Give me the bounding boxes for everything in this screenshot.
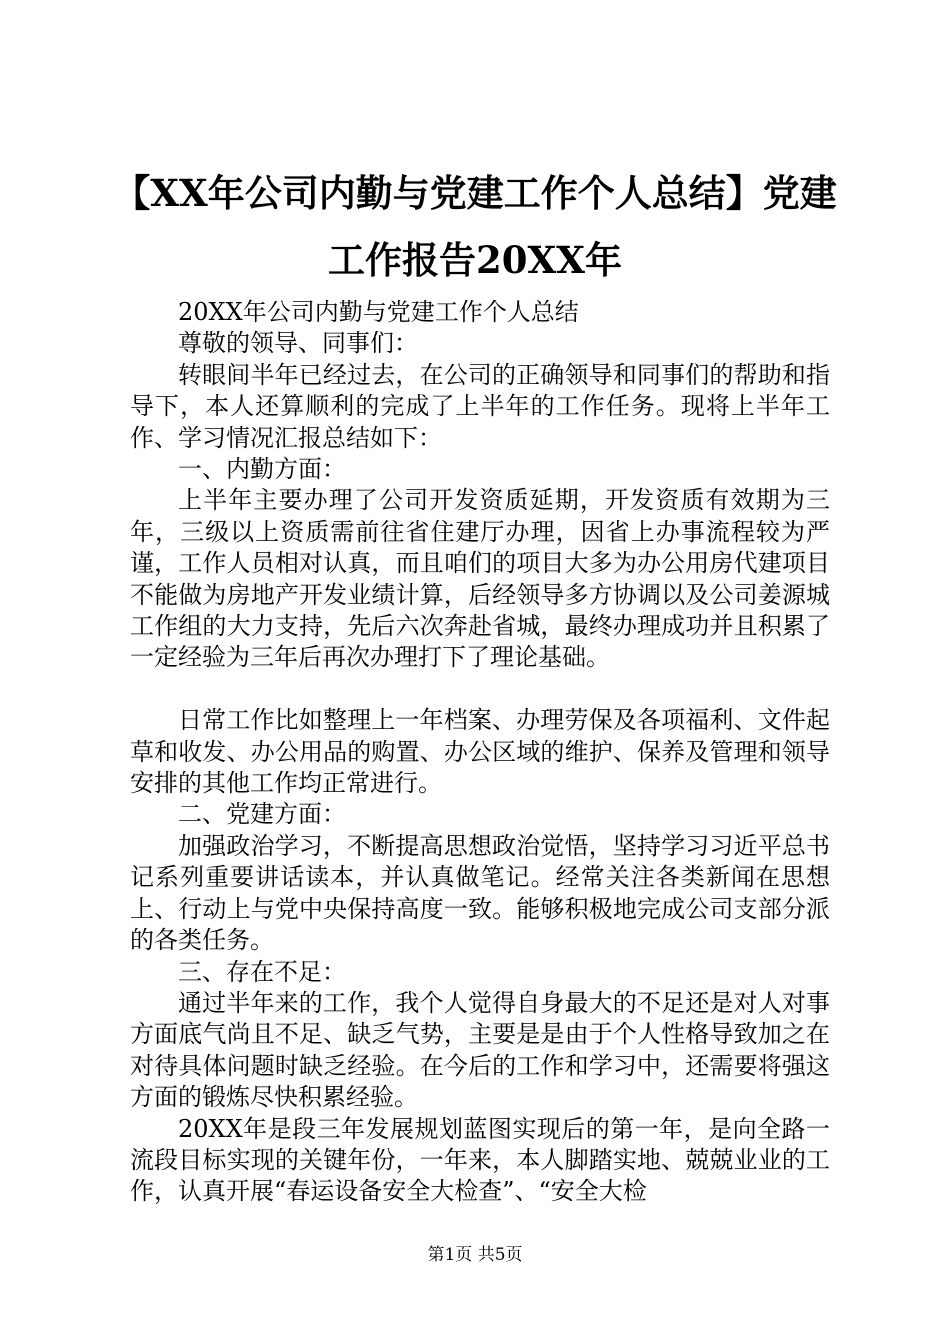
body-paragraph: 日常工作比如整理上一年档案、办理劳保及各项福利、文件起草和收发、办公用品的购置、办公区域的维护、保养及管理和领导安排的其他工作均正常进行。 xyxy=(130,706,830,798)
title-line-2: 工作报告20XX年 xyxy=(328,238,622,282)
title-line-1: 【XX年公司内勤与党建工作个人总结】党建 xyxy=(113,171,837,215)
section-heading-2: 二、党建方面： xyxy=(178,800,346,829)
subtitle-paragraph: 20XX年公司内勤与党建工作个人总结 xyxy=(178,298,579,326)
body-paragraph: 20XX年是段三年发展规划蓝图实现后的第一年，是向全路一流段目标实现的关键年份，一年来，本人脚踏实地、兢兢业业的工作，认真开展“春运设备安全大检查”、“安全大检 xyxy=(130,1114,830,1206)
section-heading-1: 一、内勤方面： xyxy=(178,455,346,484)
body-paragraph: 上半年主要办理了公司开发资质延期，开发资质有效期为三年，三级以上资质需前往省住建厅办理，因省上办事流程较为严谨，工作人员相对认真，而且咱们的项目大多为办公用房代建项目不能做为房地产开发业绩计算，后经领导多方协调以及公司姜源城工作组的大力支持，先后六次奔赴省城，最终办理成功并且积累了一定经验为三年后再次办理打下了理论基础。 xyxy=(130,486,830,672)
section-heading-3: 三、存在不足： xyxy=(178,957,346,986)
salutation-paragraph: 尊敬的领导、同事们： xyxy=(178,329,418,358)
body-paragraph: 通过半年来的工作，我个人觉得自身最大的不足还是对人对事方面底气尚且不足、缺乏气势，主要是是由于个人性格导致加之在对待具体问题时缺乏经验。在今后的工作和学习中，还需要将强这方面的锻炼尽快积累经验。 xyxy=(130,988,830,1112)
paragraph-gap xyxy=(130,674,830,705)
document-body xyxy=(130,297,830,1208)
page-footer: 第1页 共5页 xyxy=(427,1245,523,1265)
intro-paragraph: 转眼间半年已经过去，在公司的正确领导和同事们的帮助和指导下，本人还算顺利的完成了上半年的工作任务。现将上半年工作、学习情况汇报总结如下： xyxy=(130,360,830,452)
document-title xyxy=(90,160,860,294)
body-paragraph: 加强政治学习，不断提高思想政治觉悟，坚持学习习近平总书记系列重要讲话读本，并认真做笔记。经常关注各类新闻在思想上、行动上与党中央保持高度一致。能够积极地完成公司支部分派的各类任务。 xyxy=(130,831,830,955)
